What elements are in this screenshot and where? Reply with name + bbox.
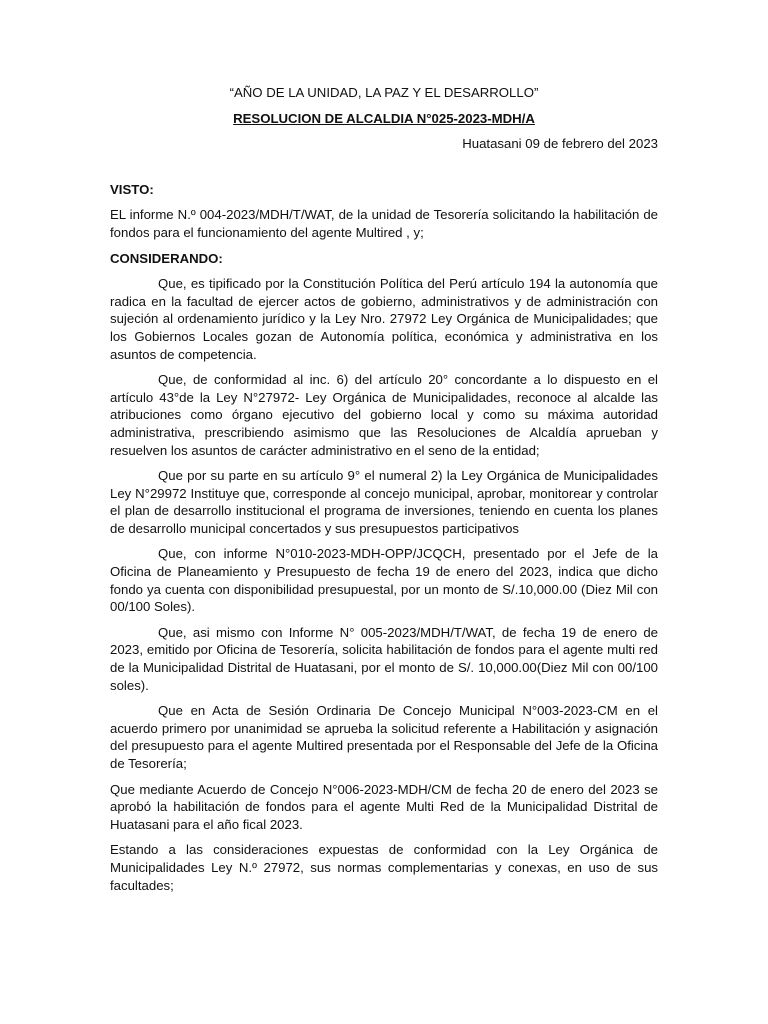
considerando-paragraph-5: Que, asi mismo con Informe N° 005-2023/MDH/T/WAT, de fecha 19 de enero de 2023, emitido por Oficina de Tesorería, solicita habilitación de fondos para el agente multi red de la Municipalidad Distrital de Huatasani, por el monto de S/. 10,000.00(Diez Mil con 00/100 soles).	[110, 624, 658, 693]
year-motto: “AÑO DE LA UNIDAD, LA PAZ Y EL DESARROLLO”	[229, 85, 539, 100]
considerando-paragraph-6: Que en Acta de Sesión Ordinaria De Concejo Municipal N°003-2023-CM en el acuerdo primero por unanimidad se aprueba la solicitud referente a Habilitación y asignación del presupuesto para el agente Multired presentada por el Responsable del Jefe de la Oficina de Tesorería;	[110, 703, 658, 771]
date-line: Huatasani 09 de febrero del 2023	[462, 136, 658, 152]
visto-heading: VISTO:	[110, 181, 154, 197]
resolution-document	[110, 84, 658, 902]
considerando-paragraph-3: Que por su parte en su artículo 9° el numeral 2) la Ley Orgánica de Municipalidades Ley N°29972 Instituye que, corresponde al concejo municipal, aprobar, monitorear y controlar el plan de desarrollo institucional el programa de inversiones, teniendo en cuenta los planes de desarrollo municipal concertados y sus presupuestos participativos	[110, 468, 658, 536]
considerando-paragraph-4: Que, con informe N°010-2023-MDH-OPP/JCQCH, presentado por el Jefe de la Oficina de Planeamiento y Presupuesto de fecha 19 de enero del 2023, indica que dicho fondo ya cuenta con disponibilidad presupuestal, por un monto de S/.10,000.00 (Diez Mil con 00/100 Soles).	[110, 546, 658, 615]
considerando-heading: CONSIDERANDO:	[110, 250, 223, 266]
visto-paragraph: EL informe N.º 004-2023/MDH/T/WAT, de la unidad de Tesorería solicitando la habilitación de fondos para el funcionamiento del agente Multired , y;	[110, 207, 658, 240]
considerando-paragraph-2: Que, de conformidad al inc. 6) del artículo 20° concordante a lo dispuesto en el artículo 43°de la Ley N°27972- Ley Orgánica de Municipalidades, reconoce al alcalde las atribuciones como órgano ejecutivo del gobierno local y como su máxima autoridad administrativa, prescribiendo asimismo que las Resoluciones de Alcaldía aprueban y resuelven los asuntos de carácter administrativo en el seno de la entidad;	[110, 372, 658, 458]
considerando-paragraph-1: Que, es tipificado por la Constitución Política del Perú artículo 194 la autonomía que radica en la facultad de ejercer actos de gobierno, administrativos y de administración con sujeción al ordenamiento jurídico y la Ley Nro. 27972 Ley Orgánica de Municipalidades; que los Gobiernos Locales gozan de Autonomía política, económica y administrativa en los asuntos de competencia.	[110, 276, 658, 362]
considerando-paragraph-7: Que mediante Acuerdo de Concejo N°006-2023-MDH/CM de fecha 20 de enero del 2023 se aprobó la habilitación de fondos para el agente Multi Red de la Municipalidad Distrital de Huatasani para el año fical 2023.	[110, 781, 658, 832]
considerando-paragraph-8: Estando a las consideraciones expuestas de conformidad con la Ley Orgánica de Municipalidades Ley N.º 27972, sus normas complementarias y conexas, en uso de sus facultades;	[110, 842, 658, 893]
resolution-title: RESOLUCION DE ALCALDIA N°025-2023-MDH/A	[233, 110, 535, 126]
